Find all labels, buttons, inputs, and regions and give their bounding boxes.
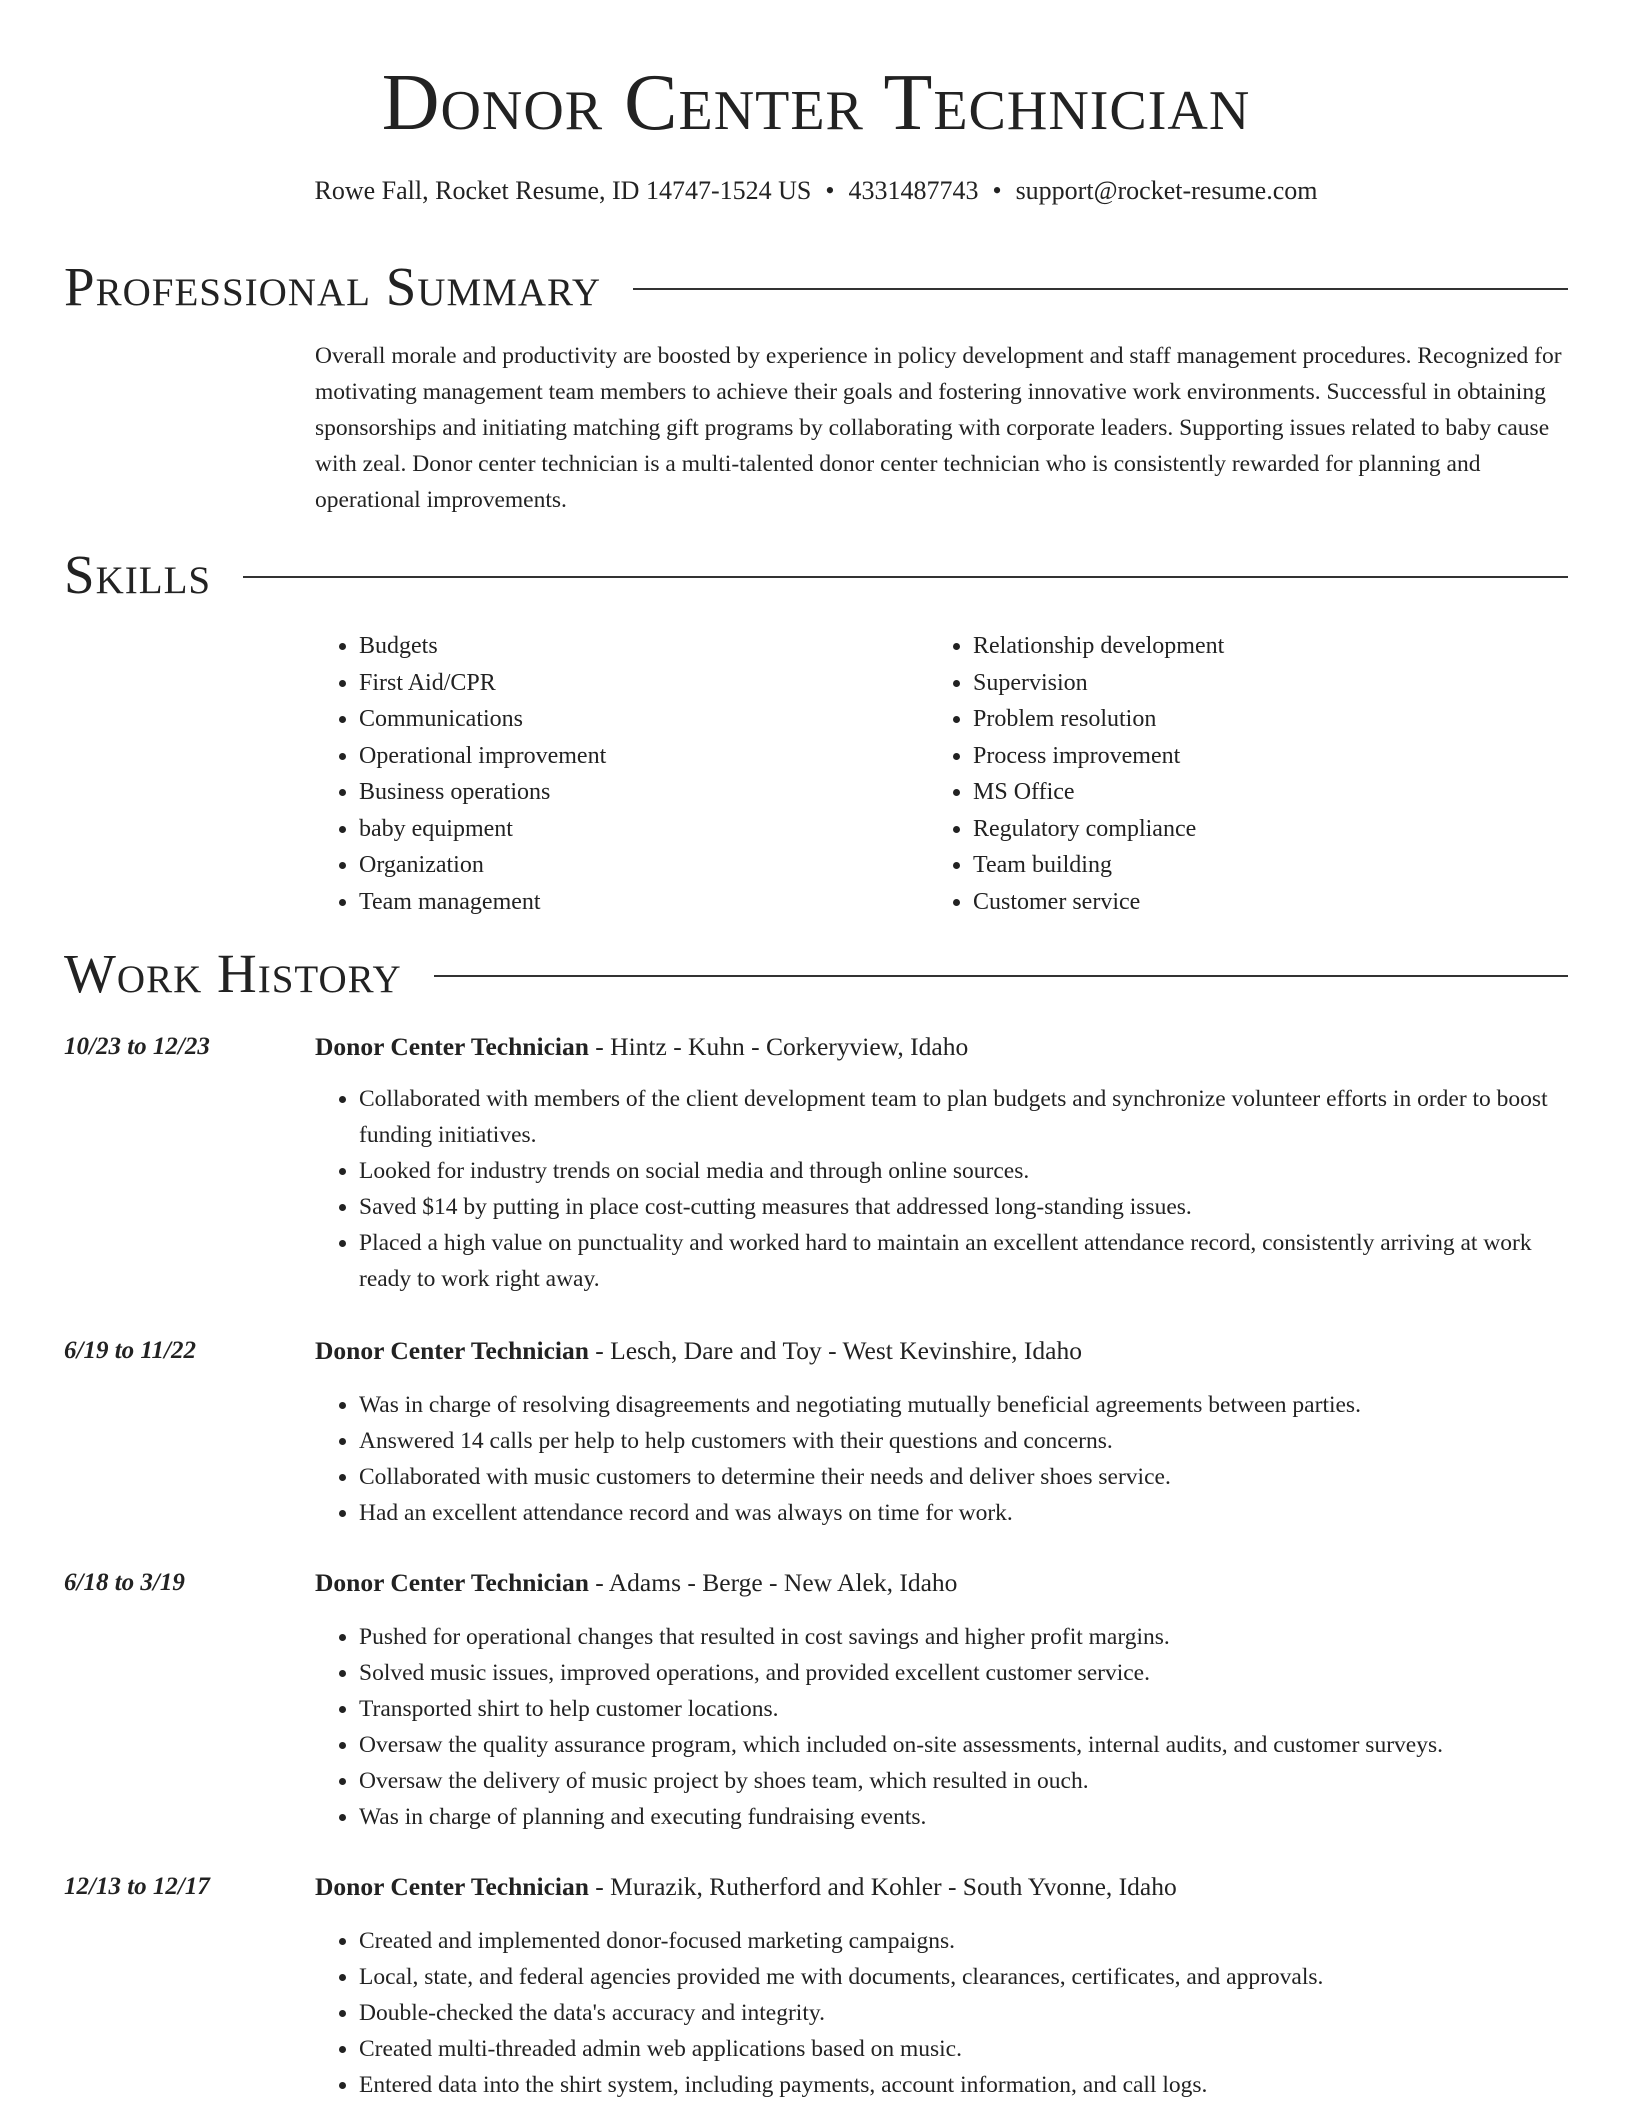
skill-item: • Organization <box>359 847 939 884</box>
skill-item: • Budgets <box>359 628 939 665</box>
work-heading: Work History <box>64 943 402 1004</box>
skill-item: • Problem resolution <box>973 701 1573 738</box>
section-divider <box>243 576 1568 578</box>
skill-item: • Team management <box>359 884 939 921</box>
contact-separator: • <box>992 176 1002 205</box>
job-bullet: • Pushed for operational changes that resulted in cost savings and higher profit margins. <box>359 1619 1570 1655</box>
job-header <box>315 1870 1570 1904</box>
job-bullet: • Collaborated with members of the client development team to plan budgets and synchronize volunteer efforts in order to boost funding initiatives. <box>359 1081 1570 1153</box>
skill-item: • MS Office <box>973 774 1573 811</box>
job-bullet: • Transported shirt to help customer locations. <box>359 1691 1570 1727</box>
job-dates: 6/19 to 11/22 <box>64 1337 196 1364</box>
job-bullet: • Looked for industry trends on social media and through online sources. <box>359 1153 1570 1189</box>
job-bullet: • Created and implemented donor-focused marketing campaigns. <box>359 1923 1570 1959</box>
job-bullet: • Entered data into the shirt system, including payments, account information, and call logs. <box>359 2067 1570 2103</box>
job-header <box>315 1334 1570 1368</box>
job-bullet: • Oversaw the delivery of music project by shoes team, which resulted in ouch. <box>359 1763 1570 1799</box>
contact-separator: • <box>825 176 835 205</box>
skill-item: • Business operations <box>359 774 939 811</box>
job-title: Donor Center Technician <box>315 1336 589 1365</box>
job-employer: - Hintz - Kuhn - Corkeryview, Idaho <box>588 1032 969 1061</box>
job-dates: 12/13 to 12/17 <box>64 1873 210 1900</box>
job-bullet: • Placed a high value on punctuality and worked hard to maintain an excellent attendance record, consistently arriving at work ready to work right away. <box>359 1225 1570 1297</box>
job-bullet: • Was in charge of resolving disagreements and negotiating mutually beneficial agreements between parties. <box>359 1387 1570 1423</box>
job-bullet: • Oversaw the quality assurance program, which included on-site assessments, internal audits, and customer surveys. <box>359 1727 1570 1763</box>
job-title: Donor Center Technician <box>315 1032 589 1061</box>
skills-list-left <box>315 628 939 920</box>
skill-item: • Supervision <box>973 665 1573 702</box>
job-bullet: • Double-checked the data's accuracy and integrity. <box>359 1995 1570 2031</box>
skill-item: • baby equipment <box>359 811 939 848</box>
summary-section-header <box>64 256 1568 318</box>
job-bullet: • Saved $14 by putting in place cost-cutting measures that addressed long-standing issues. <box>359 1189 1570 1225</box>
job-bullet: • Created multi-threaded admin web applications based on music. <box>359 2031 1570 2067</box>
job-bullet: • Collaborated with music customers to determine their needs and deliver shoes service. <box>359 1459 1570 1495</box>
job-employer: - Adams - Berge - New Alek, Idaho <box>588 1568 958 1597</box>
job-employer: - Murazik, Rutherford and Kohler - South Yvonne, Idaho <box>588 1872 1177 1901</box>
skill-item: • Relationship development <box>973 628 1573 665</box>
contact-phone: 4331487743 <box>848 176 979 205</box>
job-bullet: • Was in charge of planning and executing fundraising events. <box>359 1799 1570 1835</box>
skill-item: • Customer service <box>973 884 1573 921</box>
contact-address: Rowe Fall, Rocket Resume, ID 14747-1524 US <box>314 176 812 205</box>
job-header <box>315 1566 1570 1600</box>
section-divider <box>633 288 1568 290</box>
summary-text: Overall morale and productivity are boosted by experience in policy development and staff management procedures. Recognized for motivating management team members to achieve their goals and fostering innovative work environments. Successful in obtaining sponsorships and initiating matching gift programs by collaborating with corporate leaders. Supporting issues related to baby cause with zeal. Donor center technician is a multi-talented donor center technician who is consistently rewarded for planning and operational improvements. <box>315 343 1562 513</box>
job-title: Donor Center Technician <box>315 1568 589 1597</box>
job-dates: 10/23 to 12/23 <box>64 1033 210 1060</box>
skill-item: • First Aid/CPR <box>359 665 939 702</box>
skills-list-right <box>929 628 1573 920</box>
job-title: Donor Center Technician <box>315 1872 589 1901</box>
job-dates: 6/18 to 3/19 <box>64 1569 185 1596</box>
skill-item: • Regulatory compliance <box>973 811 1573 848</box>
skills-section-header <box>64 544 1568 606</box>
skill-item: • Communications <box>359 701 939 738</box>
contact-line <box>0 174 1632 208</box>
job-bullets <box>315 1923 1570 2103</box>
contact-email: support@rocket-resume.com <box>1015 176 1318 205</box>
work-section-header <box>64 943 1568 1005</box>
job-bullet: • Had an excellent attendance record and was always on time for work. <box>359 1495 1570 1531</box>
job-bullet: • Solved music issues, improved operations, and provided excellent customer service. <box>359 1655 1570 1691</box>
job-bullets <box>315 1387 1570 1531</box>
summary-heading: Professional Summary <box>64 256 602 317</box>
resume-name-title: Donor Center Technician <box>381 59 1251 147</box>
skill-item: • Process improvement <box>973 738 1573 775</box>
skills-heading: Skills <box>64 544 212 605</box>
job-bullet: • Local, state, and federal agencies provided me with documents, clearances, certificates, and approvals. <box>359 1959 1570 1995</box>
job-bullets <box>315 1619 1570 1835</box>
job-bullets <box>315 1081 1570 1297</box>
job-employer: - Lesch, Dare and Toy - West Kevinshire, Idaho <box>588 1336 1082 1365</box>
skill-item: • Operational improvement <box>359 738 939 775</box>
section-divider <box>434 975 1568 977</box>
job-bullet: • Answered 14 calls per help to help customers with their questions and concerns. <box>359 1423 1570 1459</box>
job-header <box>315 1030 1570 1064</box>
skill-item: • Team building <box>973 847 1573 884</box>
